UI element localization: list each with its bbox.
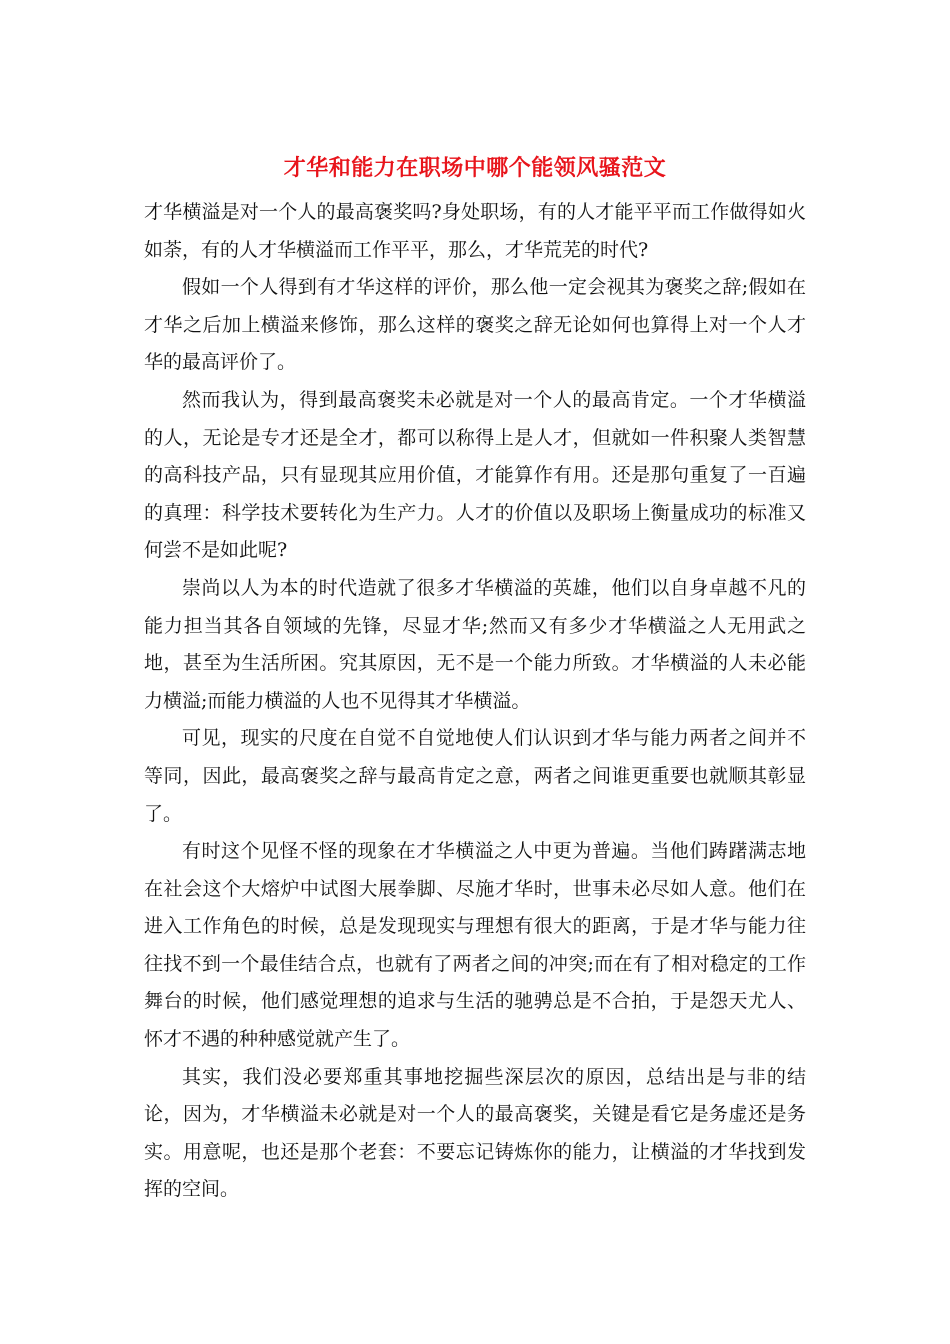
paragraph-7: 其实，我们没必要郑重其事地挖掘些深层次的原因，总结出是与非的结论，因为，才华横溢未必就是对一个人的最高褒奖，关键是看它是务虚还是务实。用意呢，也还是那个老套：不要忘记铸炼你的能力，让横溢的才华找到发挥的空间。: [144, 1065, 806, 1201]
paragraph-2: 假如一个人得到有才华这样的评价，那么他一定会视其为褒奖之辞;假如在才华之后加上横溢来修饰，那么这样的褒奖之辞无论如何也算得上对一个人才华的最高评价了。: [144, 276, 806, 374]
document-title: 才华和能力在职场中哪个能领风骚范文: [283, 155, 667, 181]
paragraph-6: 有时这个见怪不怪的现象在才华横溢之人中更为普遍。当他们踌躇满志地在社会这个大熔炉中试图大展拳脚、尽施才华时，世事未必尽如人意。他们在进入工作角色的时候，总是发现现实与理想有很大的距离，于是才华与能力往往找不到一个最佳结合点，也就有了两者之间的冲突;而在有了相对稳定的工作舞台的时候，他们感觉理想的追求与生活的驰骋总是不合拍，于是怨天尤人、怀才不遇的种种感觉就产生了。: [144, 840, 806, 1051]
paragraph-1: 才华横溢是对一个人的最高褒奖吗?身处职场，有的人才能平平而工作做得如火如荼，有的人才华横溢而工作平平，那么，才华荒芜的时代?: [144, 201, 806, 261]
paragraph-4: 崇尚以人为本的时代造就了很多才华横溢的英雄，他们以自身卓越不凡的能力担当其各自领域的先锋，尽显才华;然而又有多少才华横溢之人无用武之地，甚至为生活所困。究其原因，无不是一个能力所致。才华横溢的人未必能力横溢;而能力横溢的人也不见得其才华横溢。: [144, 576, 806, 712]
document-page: [144, 148, 806, 1209]
paragraph-3: 然而我认为，得到最高褒奖未必就是对一个人的最高肯定。一个才华横溢的人，无论是专才还是全才，都可以称得上是人才，但就如一件积聚人类智慧的高科技产品，只有显现其应用价值，才能算作有用。还是那句重复了一百遍的真理：科学技术要转化为生产力。人才的价值以及职场上衡量成功的标准又何尝不是如此呢?: [144, 388, 806, 562]
paragraph-5: 可见，现实的尺度在自觉不自觉地使人们认识到才华与能力两者之间并不等同，因此，最高褒奖之辞与最高肯定之意，两者之间谁更重要也就顺其彰显了。: [144, 727, 806, 825]
